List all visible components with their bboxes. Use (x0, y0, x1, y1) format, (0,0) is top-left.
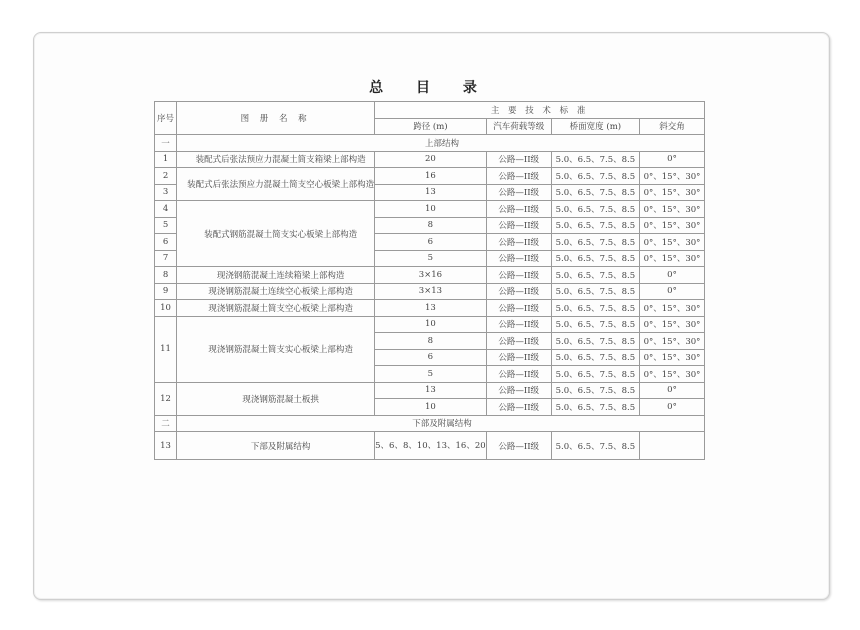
row-angle: 0°、15°、30° (639, 234, 704, 251)
row-angle: 0°、15°、30° (639, 201, 704, 218)
row-name: 现浇钢筋混凝土板拱 (177, 382, 375, 415)
row-load: 公路—II级 (486, 250, 551, 267)
row-load: 公路—II级 (486, 399, 551, 416)
row-angle: 0° (639, 399, 704, 416)
row-span: 20 (375, 151, 487, 168)
page-title: 总 目 录 (369, 80, 491, 96)
row-span: 6 (375, 234, 487, 251)
header-row (155, 102, 705, 119)
row-width: 5.0、6.5、7.5、8.5 (551, 151, 639, 168)
section-label: 上部结构 (177, 135, 705, 152)
table-row (155, 151, 705, 168)
row-angle: 0° (639, 267, 704, 284)
row-name: 现浇钢筋混凝土简支空心板梁上部构造 (177, 300, 375, 317)
row-width: 5.0、6.5、7.5、8.5 (551, 267, 639, 284)
header-load: 汽车荷载等级 (486, 118, 551, 135)
row-load: 公路—II级 (486, 283, 551, 300)
row-name: 装配式后张法预应力混凝土简支箱梁上部构造 (177, 151, 375, 168)
row-span: 13 (375, 184, 487, 201)
row-width: 5.0、6.5、7.5、8.5 (551, 333, 639, 350)
row-load: 公路—II级 (486, 316, 551, 333)
row-name: 现浇钢筋混凝土简支实心板梁上部构造 (177, 316, 375, 382)
row-span: 10 (375, 399, 487, 416)
row-seq: 9 (155, 283, 177, 300)
row-width: 5.0、6.5、7.5、8.5 (551, 168, 639, 185)
header-seq: 序号 (155, 102, 177, 135)
row-seq: 10 (155, 300, 177, 317)
row-span: 6 (375, 349, 487, 366)
row-seq: 3 (155, 184, 177, 201)
row-width: 5.0、6.5、7.5、8.5 (551, 250, 639, 267)
row-load: 公路—II级 (486, 349, 551, 366)
row-load: 公路—II级 (486, 432, 551, 460)
table-row (155, 300, 705, 317)
row-angle: 0° (639, 382, 704, 399)
row-angle: 0°、15°、30° (639, 316, 704, 333)
row-span: 5 (375, 366, 487, 383)
row-angle: 0°、15°、30° (639, 349, 704, 366)
row-seq: 1 (155, 151, 177, 168)
section-label: 下部及附属结构 (177, 415, 705, 432)
row-angle: 0°、15°、30° (639, 168, 704, 185)
row-angle: 0°、15°、30° (639, 333, 704, 350)
row-seq: 6 (155, 234, 177, 251)
row-seq: 13 (155, 432, 177, 460)
row-seq: 12 (155, 382, 177, 415)
row-width: 5.0、6.5、7.5、8.5 (551, 184, 639, 201)
row-width: 5.0、6.5、7.5、8.5 (551, 201, 639, 218)
header-span: 跨径 (m) (375, 118, 487, 135)
row-load: 公路—II级 (486, 184, 551, 201)
row-load: 公路—II级 (486, 267, 551, 284)
row-width: 5.0、6.5、7.5、8.5 (551, 399, 639, 416)
row-seq: 8 (155, 267, 177, 284)
row-load: 公路—II级 (486, 234, 551, 251)
row-width: 5.0、6.5、7.5、8.5 (551, 217, 639, 234)
row-name: 现浇钢筋混凝土连续箱梁上部构造 (177, 267, 375, 284)
row-load: 公路—II级 (486, 366, 551, 383)
row-load: 公路—II级 (486, 300, 551, 317)
row-span: 8 (375, 333, 487, 350)
row-load: 公路—II级 (486, 217, 551, 234)
table-row (155, 382, 705, 399)
row-load: 公路—II级 (486, 382, 551, 399)
section-row (155, 135, 705, 152)
row-width: 5.0、6.5、7.5、8.5 (551, 366, 639, 383)
row-width: 5.0、6.5、7.5、8.5 (551, 316, 639, 333)
table-row (155, 283, 705, 300)
row-seq: 2 (155, 168, 177, 185)
row-width: 5.0、6.5、7.5、8.5 (551, 300, 639, 317)
row-seq: 5 (155, 217, 177, 234)
row-span: 3×16 (375, 267, 487, 284)
row-angle (639, 432, 704, 460)
row-load: 公路—II级 (486, 201, 551, 218)
table-row (155, 267, 705, 284)
row-span: 10 (375, 201, 487, 218)
row-width: 5.0、6.5、7.5、8.5 (551, 382, 639, 399)
row-angle: 0°、15°、30° (639, 184, 704, 201)
section-row (155, 415, 705, 432)
row-width: 5.0、6.5、7.5、8.5 (551, 283, 639, 300)
row-span: 8 (375, 217, 487, 234)
row-angle: 0°、15°、30° (639, 300, 704, 317)
header-skew-angle: 斜交角 (639, 118, 704, 135)
row-span: 3×13 (375, 283, 487, 300)
header-deck-width: 桥面宽度 (m) (551, 118, 639, 135)
row-angle: 0°、15°、30° (639, 250, 704, 267)
row-angle: 0° (639, 151, 704, 168)
row-width: 5.0、6.5、7.5、8.5 (551, 349, 639, 366)
row-name: 装配式钢筋混凝土简支实心板梁上部构造 (177, 201, 375, 267)
section-number: 二 (155, 415, 177, 432)
table-row (155, 168, 705, 185)
row-span: 16 (375, 168, 487, 185)
row-span: 5、6、8、10、13、16、20 (375, 432, 487, 460)
row-span: 13 (375, 382, 487, 399)
row-width: 5.0、6.5、7.5、8.5 (551, 234, 639, 251)
table-row (155, 201, 705, 218)
row-load: 公路—II级 (486, 333, 551, 350)
row-angle: 0°、15°、30° (639, 217, 704, 234)
row-span: 10 (375, 316, 487, 333)
table-row (155, 432, 705, 460)
row-name: 装配式后张法预应力混凝土简支空心板梁上部构造 (177, 168, 375, 201)
header-name: 图 册 名 称 (177, 102, 375, 135)
row-angle: 0°、15°、30° (639, 366, 704, 383)
row-span: 13 (375, 300, 487, 317)
row-load: 公路—II级 (486, 151, 551, 168)
table-row (155, 316, 705, 333)
section-number: 一 (155, 135, 177, 152)
table-of-contents (154, 101, 705, 460)
row-span: 5 (375, 250, 487, 267)
row-width: 5.0、6.5、7.5、8.5 (551, 432, 639, 460)
row-seq: 11 (155, 316, 177, 382)
header-main-standard: 主 要 技 术 标 准 (375, 102, 705, 119)
row-name: 现浇钢筋混凝土连续空心板梁上部构造 (177, 283, 375, 300)
row-seq: 7 (155, 250, 177, 267)
row-angle: 0° (639, 283, 704, 300)
row-seq: 4 (155, 201, 177, 218)
row-load: 公路—II级 (486, 168, 551, 185)
row-name: 下部及附属结构 (177, 432, 375, 460)
